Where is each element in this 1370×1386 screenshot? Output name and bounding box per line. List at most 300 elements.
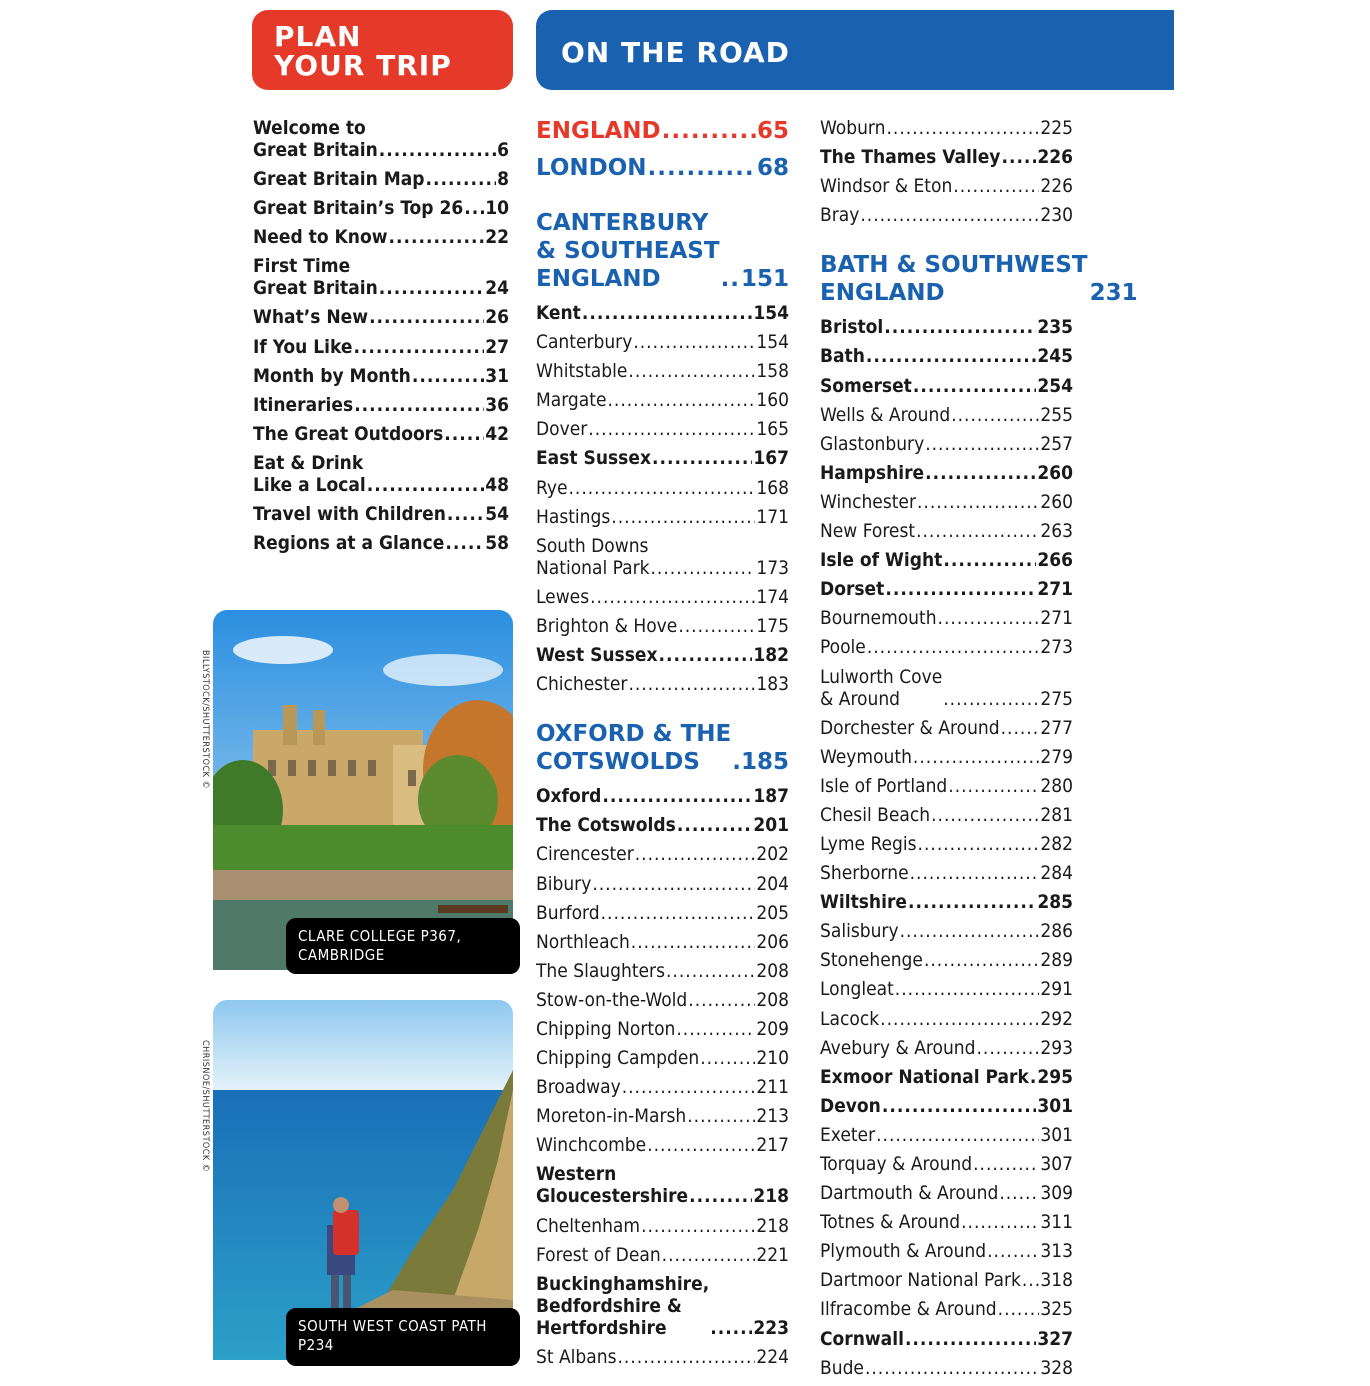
toc-entry[interactable] — [820, 1328, 1073, 1350]
toc-entry[interactable] — [536, 1134, 789, 1156]
toc-entry-title: Great Britain’s Top 26 — [253, 197, 464, 220]
toc-entry[interactable] — [536, 586, 789, 608]
toc-entry-title: Bath — [820, 345, 865, 368]
toc-entry[interactable] — [253, 532, 509, 554]
toc-entry-title: Rye — [536, 476, 568, 499]
toc-page-number: 280 — [1040, 774, 1073, 797]
dot-leader — [652, 447, 752, 469]
dot-leader — [367, 474, 484, 496]
toc-page-number: 211 — [756, 1076, 789, 1099]
toc-entry[interactable] — [536, 360, 789, 382]
dot-leader — [916, 520, 1039, 542]
on-the-road-column-2 — [820, 117, 1138, 1386]
dot-leader — [688, 989, 755, 1011]
dot-leader — [677, 814, 752, 836]
toc-page-number: 285 — [1037, 891, 1073, 914]
clare-college-photo — [213, 610, 513, 970]
toc-entry[interactable] — [820, 636, 1073, 658]
toc-entry-title: Chichester — [536, 673, 628, 696]
toc-page-number: 185 — [740, 749, 789, 776]
toc-entry[interactable] — [536, 989, 789, 1011]
toc-entry-title: ENGLAND — [536, 118, 661, 144]
dot-leader — [622, 1076, 756, 1098]
toc-entry[interactable] — [820, 607, 1073, 629]
dot-leader — [943, 549, 1036, 571]
toc-page-number: 151 — [740, 266, 789, 292]
toc-entry-title: Itineraries — [253, 393, 354, 416]
toc-entry-title: Totnes & Around — [820, 1211, 961, 1234]
toc-page-number: 231 — [1089, 280, 1138, 307]
toc-page-number: 182 — [753, 644, 789, 667]
dot-leader — [721, 265, 740, 293]
toc-entry[interactable] — [536, 902, 789, 924]
toc-page-number: 201 — [753, 814, 789, 837]
dot-leader — [628, 673, 755, 695]
toc-entry-title: Wiltshire — [820, 891, 907, 914]
toc-entry-title: Poole — [820, 636, 866, 659]
toc-page-number: 279 — [1040, 745, 1073, 768]
toc-section-heading[interactable] — [536, 117, 789, 145]
toc-entry[interactable] — [820, 1182, 1073, 1204]
toc-page-number: 58 — [485, 532, 509, 555]
dot-leader — [1001, 146, 1036, 168]
toc-page-number: 230 — [1040, 204, 1073, 227]
toc-entry[interactable] — [536, 1346, 789, 1368]
toc-entry[interactable] — [536, 477, 789, 499]
toc-entry[interactable] — [536, 1163, 789, 1207]
dot-leader — [1022, 1269, 1040, 1291]
toc-entry[interactable] — [536, 1215, 789, 1237]
toc-section-heading[interactable] — [536, 720, 789, 776]
dot-leader — [867, 636, 1040, 658]
toc-page-number: 275 — [1040, 687, 1073, 710]
toc-page-number: 171 — [756, 505, 789, 528]
dot-leader — [931, 804, 1039, 826]
toc-page-number: 26 — [485, 306, 509, 329]
toc-page-number: 292 — [1040, 1007, 1073, 1030]
toc-page-number: 183 — [756, 673, 789, 696]
toc-page-number: 174 — [756, 585, 789, 608]
dot-leader — [389, 226, 485, 248]
toc-entry-title: Eat & Drink Like a Local — [253, 451, 366, 496]
toc-page-number: 293 — [1040, 1036, 1073, 1059]
toc-entry-title: First Time Great Britain — [253, 255, 378, 300]
toc-page-number: 168 — [756, 476, 789, 499]
toc-page-number: 257 — [1040, 432, 1073, 455]
toc-page-number: 42 — [485, 422, 509, 445]
toc-entry-title: Margate — [536, 389, 607, 412]
toc-entry[interactable] — [253, 365, 509, 387]
dot-leader — [905, 1328, 1036, 1350]
toc-page-number: 187 — [753, 785, 789, 808]
toc-entry[interactable] — [536, 644, 789, 666]
toc-entry[interactable] — [820, 462, 1073, 484]
toc-page-number: 22 — [485, 226, 509, 249]
toc-entry[interactable] — [253, 197, 509, 219]
toc-page-number: 245 — [1037, 345, 1073, 368]
plan-your-trip-banner — [252, 10, 513, 90]
toc-page-number: 313 — [1040, 1240, 1073, 1263]
toc-page-number: 221 — [756, 1243, 789, 1266]
toc-entry-title: Whitstable — [536, 360, 628, 383]
section-gap — [820, 233, 1073, 251]
dot-leader — [592, 873, 755, 895]
toc-entry-title: BATH & SOUTHWEST ENGLAND — [820, 252, 1088, 307]
toc-entry-title: South Downs National Park — [536, 534, 650, 579]
dot-leader — [633, 331, 755, 353]
toc-page-number: 48 — [485, 473, 509, 496]
toc-entry[interactable] — [820, 345, 1073, 367]
toc-entry[interactable] — [820, 833, 1073, 855]
toc-entry-title: LONDON — [536, 155, 647, 181]
toc-entry-title: If You Like — [253, 335, 353, 358]
toc-page-number: 205 — [756, 901, 789, 924]
toc-entry-title: Chesil Beach — [820, 803, 931, 826]
toc-page-number: 254 — [1037, 374, 1073, 397]
toc-entry-title: Stow-on-the-Wold — [536, 988, 688, 1011]
toc-page-number: 260 — [1037, 461, 1073, 484]
dot-leader — [1030, 1066, 1036, 1088]
toc-entry[interactable] — [536, 1105, 789, 1127]
toc-entry[interactable] — [820, 375, 1073, 397]
toc-page-number: 160 — [756, 389, 789, 412]
dot-leader — [951, 404, 1039, 426]
toc-entry-title: The Slaughters — [536, 959, 665, 982]
toc-page-number: 263 — [1040, 520, 1073, 543]
dot-leader — [631, 931, 756, 953]
toc-entry[interactable] — [536, 1076, 789, 1098]
toc-page-number: 208 — [756, 959, 789, 982]
toc-page-number: 218 — [753, 1185, 789, 1208]
dot-leader — [641, 1215, 755, 1237]
toc-entry[interactable] — [253, 226, 509, 248]
toc-entry-title: Winchester — [820, 490, 916, 513]
dot-leader — [353, 336, 484, 358]
toc-entry[interactable] — [820, 1095, 1073, 1117]
toc-entry[interactable] — [536, 535, 789, 579]
toc-entry[interactable] — [820, 717, 1073, 739]
dot-leader — [354, 394, 484, 416]
toc-section-heading[interactable] — [820, 251, 1138, 307]
toc-page-number: 175 — [756, 614, 789, 637]
toc-entry[interactable] — [253, 423, 509, 445]
toc-entry-title: Dorset — [820, 578, 885, 601]
dot-leader — [590, 586, 755, 608]
toc-entry-title: Ilfracombe & Around — [820, 1298, 997, 1321]
toc-page-number: 36 — [485, 393, 509, 416]
toc-entry[interactable] — [536, 1273, 789, 1339]
toc-section-heading[interactable] — [536, 154, 789, 182]
photo-credit: BILLYSTOCK/SHUTTERSTOCK © — [200, 650, 210, 790]
toc-entry-title: Oxford — [536, 785, 602, 808]
section-gap — [536, 702, 789, 720]
toc-entry[interactable] — [820, 1240, 1073, 1262]
toc-entry[interactable] — [253, 117, 509, 161]
toc-page-number: 158 — [756, 360, 789, 383]
dot-leader — [601, 902, 756, 924]
toc-entry[interactable] — [536, 1047, 789, 1069]
toc-entry[interactable] — [253, 452, 509, 496]
section-gap — [536, 191, 789, 209]
toc-page-number: 282 — [1040, 832, 1073, 855]
dot-leader — [866, 345, 1036, 367]
dot-leader — [607, 389, 755, 411]
toc-entry-title: Salisbury — [820, 920, 899, 943]
toc-page-number: 224 — [756, 1345, 789, 1368]
toc-entry[interactable] — [820, 920, 1073, 942]
toc-entry-title: Cheltenham — [536, 1214, 641, 1237]
dot-leader — [880, 1008, 1039, 1030]
toc-entry-title: Lulworth Cove & Around — [820, 665, 943, 710]
toc-entry-title: Moreton-in-Marsh — [536, 1105, 687, 1128]
toc-entry-title: The Cotswolds — [536, 814, 676, 837]
toc-entry[interactable] — [820, 1357, 1073, 1379]
toc-entry[interactable] — [820, 1153, 1073, 1175]
dot-leader — [913, 375, 1036, 397]
dot-leader — [918, 833, 1040, 855]
dot-leader — [412, 365, 484, 387]
toc-entry[interactable] — [536, 302, 789, 324]
toc-entry-title: Lyme Regis — [820, 832, 917, 855]
toc-entry[interactable] — [536, 931, 789, 953]
toc-entry[interactable] — [253, 255, 509, 299]
toc-entry[interactable] — [820, 1008, 1073, 1030]
dot-leader — [445, 532, 484, 554]
caption-text: CLARE COLLEGE P367, CAMBRIDGE — [298, 927, 462, 964]
dot-leader — [998, 1298, 1040, 1320]
toc-entry[interactable] — [820, 746, 1073, 768]
toc-entry[interactable] — [820, 891, 1073, 913]
toc-page-number: 202 — [756, 843, 789, 866]
toc-page-number: 318 — [1040, 1269, 1073, 1292]
toc-entry-title: Broadway — [536, 1076, 621, 1099]
dot-leader — [464, 197, 484, 219]
toc-page-number: 271 — [1040, 607, 1073, 630]
toc-entry[interactable] — [536, 447, 789, 469]
dot-leader — [943, 688, 1039, 710]
dot-leader — [1001, 717, 1040, 739]
dot-leader — [860, 204, 1039, 226]
toc-entry-title: Burford — [536, 901, 600, 924]
toc-entry[interactable] — [820, 1211, 1073, 1233]
toc-entry-title: Wells & Around — [820, 403, 951, 426]
toc-entry[interactable] — [820, 578, 1073, 600]
toc-section-heading[interactable] — [536, 209, 789, 293]
toc-entry[interactable] — [253, 336, 509, 358]
toc-entry-title: What’s New — [253, 306, 369, 329]
toc-entry-title: Western Gloucestershire — [536, 1163, 689, 1208]
toc-entry[interactable] — [820, 520, 1073, 542]
toc-entry-title: Cirencester — [536, 843, 634, 866]
toc-page-number: 24 — [485, 277, 509, 300]
toc-entry[interactable] — [820, 1066, 1073, 1088]
toc-entry-title: Woburn — [820, 117, 886, 139]
toc-page-number: 173 — [756, 556, 789, 579]
toc-entry-title: Hastings — [536, 505, 611, 528]
caption-text: SOUTH WEST COAST PATH P234 — [298, 1317, 487, 1354]
dot-leader — [651, 557, 756, 579]
toc-entry[interactable] — [820, 1298, 1073, 1320]
dot-leader — [425, 168, 496, 190]
toc-entry[interactable] — [536, 960, 789, 982]
toc-entry-title: Sherborne — [820, 862, 909, 885]
toc-entry[interactable] — [536, 389, 789, 411]
toc-entry[interactable] — [820, 204, 1073, 226]
toc-entry[interactable] — [536, 615, 789, 637]
toc-entry-title: The Great Outdoors — [253, 422, 444, 445]
toc-page-number: 271 — [1037, 578, 1073, 601]
toc-entry-title: Bray — [820, 204, 860, 227]
toc-entry[interactable] — [820, 804, 1073, 826]
dot-leader — [913, 746, 1039, 768]
toc-page-number: 10 — [485, 197, 509, 220]
toc-page-number: 284 — [1040, 862, 1073, 885]
dot-leader — [732, 748, 740, 776]
dot-leader — [676, 1018, 755, 1040]
toc-entry-title: Isle of Portland — [820, 774, 948, 797]
toc-entry[interactable] — [536, 843, 789, 865]
toc-page-number: 27 — [485, 335, 509, 358]
toc-entry-title: New Forest — [820, 520, 916, 543]
toc-entry[interactable] — [820, 316, 1073, 338]
toc-page-number: 286 — [1040, 920, 1073, 943]
toc-entry[interactable] — [253, 394, 509, 416]
toc-entry-title: Devon — [820, 1094, 881, 1117]
toc-page-number: 8 — [497, 168, 509, 191]
toc-page-number: 289 — [1040, 949, 1073, 972]
toc-entry[interactable] — [820, 666, 1073, 710]
dot-leader — [602, 785, 752, 807]
toc-page-number: 255 — [1040, 403, 1073, 426]
toc-entry-title: Dover — [536, 418, 588, 441]
toc-entry[interactable] — [820, 146, 1073, 168]
toc-entry[interactable] — [536, 1018, 789, 1040]
toc-entry[interactable] — [536, 1244, 789, 1266]
toc-entry[interactable] — [536, 506, 789, 528]
toc-entry-title: Exeter — [820, 1123, 876, 1146]
dot-leader — [444, 423, 484, 445]
dot-leader — [910, 862, 1040, 884]
toc-entry-title: Chipping Campden — [536, 1047, 700, 1070]
toc-entry-title: Avebury & Around — [820, 1036, 976, 1059]
dot-leader — [938, 607, 1040, 629]
toc-entry[interactable] — [820, 404, 1073, 426]
dot-leader — [662, 1244, 756, 1266]
toc-page-number: 225 — [1040, 117, 1073, 139]
toc-entry[interactable] — [536, 331, 789, 353]
toc-entry-title: Chipping Norton — [536, 1017, 676, 1040]
toc-page-number: 206 — [756, 930, 789, 953]
toc-page-number: 209 — [756, 1017, 789, 1040]
toc-entry[interactable] — [536, 673, 789, 695]
dot-leader — [379, 277, 484, 299]
toc-entry[interactable] — [820, 978, 1073, 1000]
toc-page-number: 226 — [1037, 146, 1073, 169]
dot-leader — [647, 1134, 755, 1156]
toc-page-number: 235 — [1037, 316, 1073, 339]
toc-entry[interactable] — [253, 168, 509, 190]
dot-leader — [882, 1095, 1036, 1117]
toc-page-number: 210 — [756, 1047, 789, 1070]
toc-entry-title: Torquay & Around — [820, 1153, 973, 1175]
toc-page-number: 301 — [1040, 1123, 1073, 1146]
toc-page-number: 154 — [753, 302, 789, 324]
toc-entry[interactable] — [820, 1124, 1073, 1146]
dot-leader — [886, 117, 1039, 139]
toc-entry[interactable] — [820, 549, 1073, 571]
dot-leader — [618, 1346, 756, 1368]
dot-leader — [635, 843, 756, 865]
dot-leader — [977, 1037, 1040, 1059]
toc-entry-title: Buckinghamshire, Bedfordshire & Hertfordshire — [536, 1272, 710, 1339]
toc-page-number: 223 — [753, 1316, 789, 1339]
toc-page-number: 309 — [1040, 1182, 1073, 1205]
plan-banner-line2: YOUR TRIP — [274, 49, 452, 82]
toc-entry[interactable] — [820, 775, 1073, 797]
toc-entry[interactable] — [820, 1037, 1073, 1059]
toc-entry-title: Plymouth & Around — [820, 1240, 987, 1263]
toc-entry[interactable] — [820, 175, 1073, 197]
dot-leader — [924, 949, 1039, 971]
toc-entry[interactable] — [536, 418, 789, 440]
toc-entry[interactable] — [536, 814, 789, 836]
dot-leader — [689, 1185, 752, 1207]
toc-page-number: 165 — [756, 418, 789, 441]
toc-entry-title: Weymouth — [820, 745, 912, 768]
toc-entry-title: Regions at a Glance — [253, 532, 445, 555]
dot-leader — [961, 1211, 1039, 1233]
toc-page-number: 208 — [756, 988, 789, 1011]
toc-entry-title: The Thames Valley — [820, 146, 1001, 169]
dot-leader — [588, 418, 755, 440]
dot-leader — [973, 1153, 1039, 1175]
toc-entry-title: Glastonbury — [820, 432, 925, 455]
toc-entry[interactable] — [820, 117, 1073, 139]
toc-page-number: 260 — [1040, 490, 1073, 513]
toc-page-number: 328 — [1040, 1356, 1073, 1379]
toc-page-number: 266 — [1037, 549, 1073, 572]
dot-leader — [582, 302, 752, 324]
toc-entry[interactable] — [536, 873, 789, 895]
toc-page-number: 217 — [756, 1134, 789, 1157]
toc-page-number: 325 — [1040, 1298, 1073, 1321]
toc-entry-title: Bristol — [820, 316, 884, 339]
toc-entry[interactable] — [820, 433, 1073, 455]
toc-entry[interactable] — [253, 306, 509, 328]
toc-entry[interactable] — [820, 862, 1073, 884]
dot-leader — [885, 578, 1036, 600]
toc-entry-title: Bournemouth — [820, 607, 937, 630]
toc-entry[interactable] — [820, 491, 1073, 513]
dot-leader — [628, 360, 755, 382]
toc-entry[interactable] — [820, 949, 1073, 971]
toc-entry-title: Canterbury — [536, 331, 633, 354]
dot-leader — [884, 316, 1036, 338]
plan-banner-line1: PLAN — [274, 20, 362, 53]
dot-leader — [925, 433, 1039, 455]
toc-page-number: 154 — [756, 331, 789, 354]
toc-entry[interactable] — [253, 503, 509, 525]
toc-entry-title: Northleach — [536, 930, 630, 953]
toc-entry-title: Need to Know — [253, 226, 388, 249]
toc-page-number: 68 — [756, 155, 789, 181]
toc-entry[interactable] — [536, 785, 789, 807]
toc-entry-title: Winchcombe — [536, 1134, 647, 1157]
toc-entry-title: Dorchester & Around — [820, 716, 1000, 739]
dot-leader — [953, 175, 1039, 197]
toc-entry[interactable] — [820, 1269, 1073, 1291]
toc-entry-title: Brighton & Hove — [536, 614, 678, 637]
